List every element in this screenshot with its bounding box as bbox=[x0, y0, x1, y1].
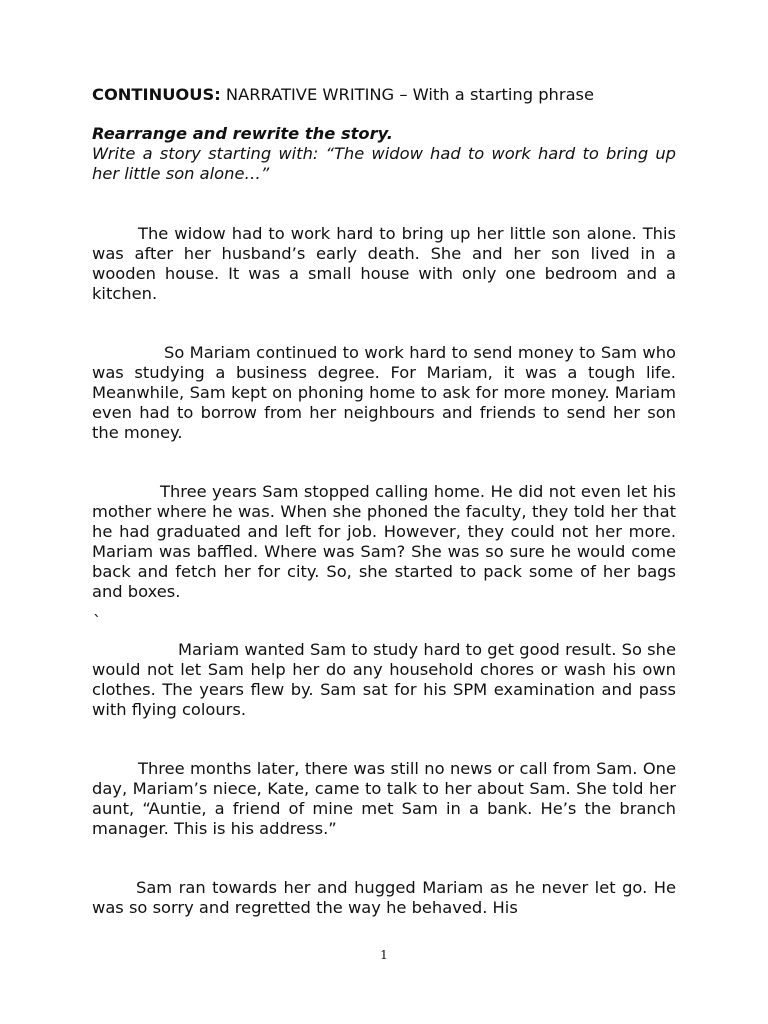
instruction-prompt: Write a story starting with: “The widow had to work hard to bring up her little son alone…” bbox=[92, 144, 676, 183]
story-paragraph: The widow had to work hard to bring up her little son alone. This was after her husband’s early death. She and her son lived in a wooden house. It was a small house with only one bedroom and a kitchen. bbox=[92, 224, 676, 303]
instructions-block bbox=[92, 124, 676, 184]
story-paragraph: Three months later, there was still no news or call from Sam. One day, Mariam’s niece, Kate, came to talk to her about Sam. She told her aunt, “Auntie, a friend of mine met Sam in a bank. He’s the branch manager. This is his address.” bbox=[92, 759, 676, 838]
header-section-label: CONTINUOUS: bbox=[92, 85, 221, 104]
story-paragraph: Mariam wanted Sam to study hard to get good result. So she would not let Sam help her do any household chores or wash his own clothes. The years flew by. Sam sat for his SPM examination and pass with flying colours. bbox=[92, 640, 676, 719]
instruction-title: Rearrange and rewrite the story. bbox=[92, 124, 393, 143]
story-paragraph: So Mariam continued to work hard to send money to Sam who was studying a business degree. For Mariam, it was a tough life. Meanwhile, Sam kept on phoning home to ask for more money. Mariam even had to borrow from her neighbours and friends to send her son the money. bbox=[92, 343, 676, 442]
story-paragraph: Three years Sam stopped calling home. He did not even let his mother where he was. When she phoned the faculty, they told her that he had graduated and left for job. However, they could not her more. Mariam was baffled. Where was Sam? She was so sure he would come back and fetch her for city. So, she started to pack some of her bags and boxes. bbox=[92, 482, 676, 601]
story-paragraph: Sam ran towards her and hugged Mariam as he never let go. He was so sorry and regretted the way he behaved. His bbox=[92, 878, 676, 917]
stray-backtick-mark: ` bbox=[93, 612, 102, 631]
page-number: 1 bbox=[380, 948, 388, 962]
header-topic: NARRATIVE WRITING – With a starting phrase bbox=[220, 85, 595, 104]
worksheet-header bbox=[92, 84, 692, 106]
